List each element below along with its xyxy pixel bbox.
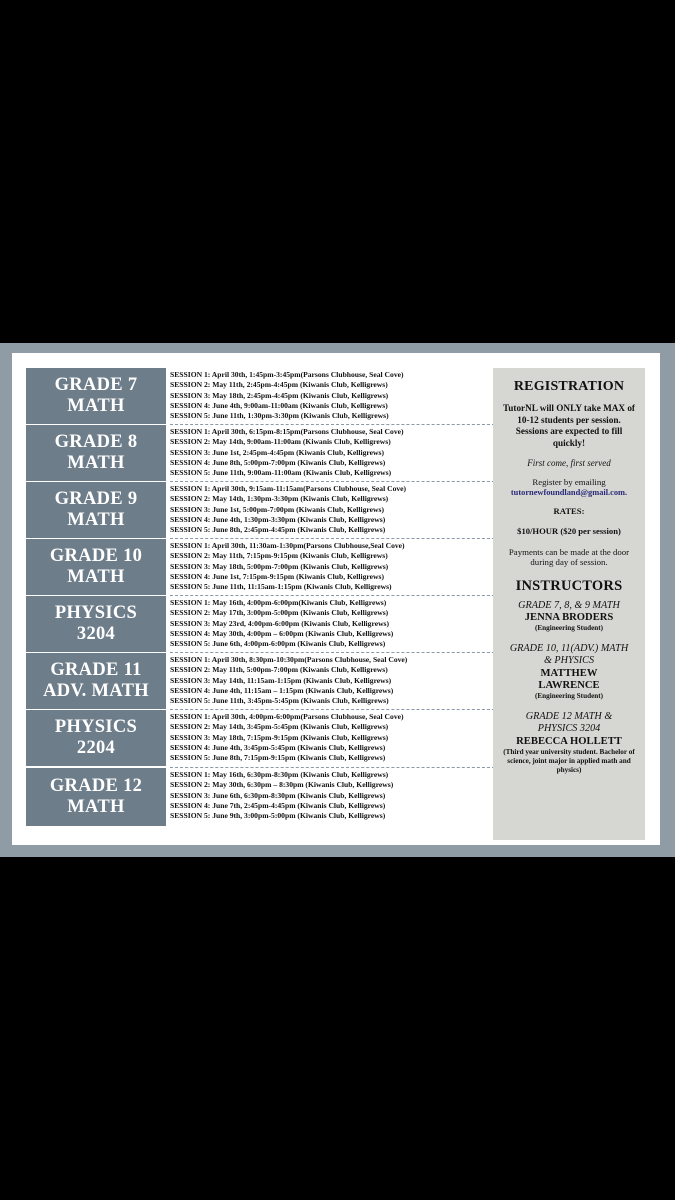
session-line: SESSION 4: June 4th, 9:00am-11:00am (Kiwanis Club, Kelligrews) <box>170 400 388 410</box>
instructors-heading: INSTRUCTORS <box>515 577 623 594</box>
row-divider <box>170 767 500 768</box>
session-line: SESSION 4: June 4th, 1:30pm-3:30pm (Kiwanis Club, Kelligrews) <box>170 514 386 524</box>
payment-note: Payments can be made at the door during day of session. <box>508 546 630 567</box>
session-line: SESSION 5: June 6th, 4:00pm-6:00pm (Kiwanis Club, Kelligrews) <box>170 639 386 649</box>
grade-label-line1: GRADE 9 <box>54 488 138 509</box>
capacity-notice: TutorNL will ONLY take MAX of 10-12 students per session. Sessions are expected to fill quickly! <box>503 403 635 448</box>
grade-label-line1: GRADE 7 <box>54 374 138 395</box>
grade-label-box <box>26 596 166 652</box>
grade-label-line1: PHYSICS <box>54 602 138 623</box>
instructor-card <box>493 643 645 701</box>
grade-label-line2: MATH <box>67 453 125 473</box>
instructor-card <box>493 600 645 633</box>
session-line: SESSION 5: June 8th, 7:15pm-9:15pm (Kiwanis Club, Kelligrews) <box>170 753 386 763</box>
row-divider <box>170 595 500 596</box>
instructor-note: (Engineering Student) <box>534 691 604 700</box>
session-line: SESSION 3: June 1st, 5:00pm-7:00pm (Kiwanis Club, Kelligrews) <box>170 504 384 514</box>
grade-label-line2: MATH <box>67 797 125 817</box>
registration-heading: REGISTRATION <box>513 379 625 394</box>
session-line: SESSION 2: May 14th, 3:45pm-5:45pm (Kiwanis Club, Kelligrews) <box>170 722 389 732</box>
grade-label-line1: GRADE 11 <box>50 659 142 680</box>
session-line: SESSION 5: June 11th, 1:30pm-3:30pm (Kiwanis Club, Kelligrews) <box>170 411 389 421</box>
session-line: SESSION 4: June 4th, 11:15am – 1:15pm (Kiwanis Club, Kelligrews) <box>170 685 394 695</box>
session-line: SESSION 5: June 11th, 3:45pm-5:45pm (Kiwanis Club, Kelligrews) <box>170 696 389 706</box>
session-line: SESSION 3: May 18th, 2:45pm-4:45pm (Kiwanis Club, Kelligrews) <box>170 390 389 400</box>
instructor-name: MATTHEW LAWRENCE <box>538 667 600 691</box>
rate-value: $10/HOUR ($20 per session) <box>517 525 621 536</box>
session-block <box>170 541 495 592</box>
instructor-subjects: GRADE 7, 8, & 9 MATH <box>518 599 620 611</box>
session-line: SESSION 2: May 11th, 5:00pm-7:00pm (Kiwanis Club, Kelligrews) <box>170 665 388 675</box>
flyer-frame <box>0 343 675 857</box>
register-by-label: Register by emailing <box>532 477 606 487</box>
session-line: SESSION 1: May 16th, 4:00pm-6:00pm(Kiwanis Club, Kelligrews) <box>170 598 387 607</box>
grade-label-box <box>26 653 166 709</box>
grade-label-line2: MATH <box>67 567 125 587</box>
grade-label-line2: MATH <box>67 396 125 416</box>
grade-label-line2: ADV. MATH <box>43 681 149 701</box>
session-line: SESSION 2: May 11th, 2:45pm-4:45pm (Kiwanis Club, Kelligrews) <box>170 380 388 390</box>
session-line: SESSION 2: May 17th, 3:00pm-5:00pm (Kiwanis Club, Kelligrews) <box>170 608 389 618</box>
session-line: SESSION 5: June 11th, 9:00am-11:00am (Kiwanis Club, Kelligrews) <box>170 468 392 478</box>
grade-label-line1: GRADE 12 <box>49 775 143 796</box>
row-divider <box>170 424 500 425</box>
grade-label-box <box>26 768 166 826</box>
session-block <box>170 655 495 706</box>
flyer-page <box>12 353 660 845</box>
grade-label-box <box>26 368 166 424</box>
session-line: SESSION 1: May 16th, 6:30pm-8:30pm (Kiwanis Club, Kelligrews) <box>170 770 389 779</box>
session-line: SESSION 3: June 6th, 6:30pm-8:30pm (Kiwanis Club, Kelligrews) <box>170 790 386 800</box>
session-line: SESSION 1: April 30th, 8:30pm-10:30pm(Parsons Clubhouse, Seal Cove) <box>170 655 408 664</box>
session-line: SESSION 4: June 7th, 2:45pm-4:45pm (Kiwanis Club, Kelligrews) <box>170 800 386 810</box>
session-block <box>170 484 495 535</box>
grade-label-line2: 2204 <box>76 738 116 758</box>
session-line: SESSION 1: April 30th, 1:45pm-3:45pm(Parsons Clubhouse, Seal Cove) <box>170 370 404 379</box>
info-panel <box>493 368 645 840</box>
grade-label-line1: GRADE 10 <box>49 545 143 566</box>
session-line: SESSION 2: May 14th, 9:00am-11:00am (Kiwanis Club, Kelligrews) <box>170 437 391 447</box>
session-line: SESSION 4: June 4th, 3:45pm-5:45pm (Kiwanis Club, Kelligrews) <box>170 742 386 752</box>
session-line: SESSION 4: June 1st, 7:15pm-9:15pm (Kiwanis Club, Kelligrews) <box>170 571 384 581</box>
grade-label-line1: GRADE 8 <box>54 431 138 452</box>
session-block <box>170 427 495 478</box>
session-block <box>170 598 495 649</box>
session-line: SESSION 3: May 23rd, 4:00pm-6:00pm (Kiwanis Club, Kelligrews) <box>170 618 390 628</box>
grade-label-box <box>26 482 166 538</box>
row-divider <box>170 709 500 710</box>
session-block <box>170 770 495 821</box>
first-come-note: First come, first served <box>527 458 611 468</box>
session-line: SESSION 2: May 14th, 1:30pm-3:30pm (Kiwanis Club, Kelligrews) <box>170 494 389 504</box>
session-block <box>170 370 495 421</box>
session-line: SESSION 1: April 30th, 11:30am-1:30pm(Parsons Clubhouse,Seal Cove) <box>170 541 405 550</box>
session-line: SESSION 2: May 30th, 6:30pm – 8:30pm (Kiwanis Club, Kelligrews) <box>170 780 394 790</box>
session-line: SESSION 1: April 30th, 9:15am-11:15am(Parsons Clubhouse, Seal Cove) <box>170 484 407 493</box>
session-line: SESSION 4: May 30th, 4:00pm – 6:00pm (Kiwanis Club, Kelligrews) <box>170 628 394 638</box>
instructor-name: JENNA BRODERS <box>524 611 614 623</box>
instructor-name: REBECCA HOLLETT <box>516 735 622 747</box>
instructor-subjects: GRADE 12 MATH & PHYSICS 3204 <box>525 710 613 735</box>
row-divider <box>170 481 500 482</box>
session-block <box>170 712 495 763</box>
grade-label-line2: 3204 <box>76 624 116 644</box>
row-divider <box>170 538 500 539</box>
grade-label-line2: MATH <box>67 510 125 530</box>
session-line: SESSION 3: June 1st, 2:45pm-4:45pm (Kiwanis Club, Kelligrews) <box>170 447 384 457</box>
instructor-subjects: GRADE 10, 11(ADV.) MATH & PHYSICS <box>509 642 629 667</box>
session-line: SESSION 3: May 18th, 5:00pm-7:00pm (Kiwanis Club, Kelligrews) <box>170 561 389 571</box>
grade-label-box <box>26 539 166 595</box>
grade-label-box <box>26 710 166 766</box>
grade-label-box <box>26 425 166 481</box>
session-line: SESSION 3: May 14th, 11:15am-1:15pm (Kiwanis Club, Kelligrews) <box>170 675 392 685</box>
rates-label: RATES: <box>553 505 585 516</box>
session-line: SESSION 4: June 8th, 5:00pm-7:00pm (Kiwanis Club, Kelligrews) <box>170 457 386 467</box>
session-line: SESSION 5: June 8th, 2:45pm-4:45pm (Kiwanis Club, Kelligrews) <box>170 525 386 535</box>
session-line: SESSION 5: June 9th, 3:00pm-5:00pm (Kiwanis Club, Kelligrews) <box>170 811 386 821</box>
contact-email[interactable]: tutornewfoundland@gmail.com. <box>510 487 628 497</box>
grade-label-line1: PHYSICS <box>54 716 138 737</box>
session-line: SESSION 2: May 11th, 7:15pm-9:15pm (Kiwanis Club, Kelligrews) <box>170 551 388 561</box>
session-line: SESSION 3: May 18th, 7:15pm-9:15pm (Kiwanis Club, Kelligrews) <box>170 732 389 742</box>
instructor-note: (Third year university student. Bachelor of science, joint major in applied math and physics) <box>503 747 635 774</box>
session-line: SESSION 1: April 30th, 6:15pm-8:15pm(Parsons Clubhouse, Seal Cove) <box>170 427 404 436</box>
session-line: SESSION 5: June 11th, 11:15am-1:15pm (Kiwanis Club, Kelligrews) <box>170 582 392 592</box>
instructor-card <box>493 711 645 775</box>
instructor-note: (Engineering Student) <box>534 623 604 632</box>
row-divider <box>170 652 500 653</box>
session-line: SESSION 1: April 30th, 4:00pm-6:00pm(Parsons Clubhouse, Seal Cove) <box>170 712 404 721</box>
